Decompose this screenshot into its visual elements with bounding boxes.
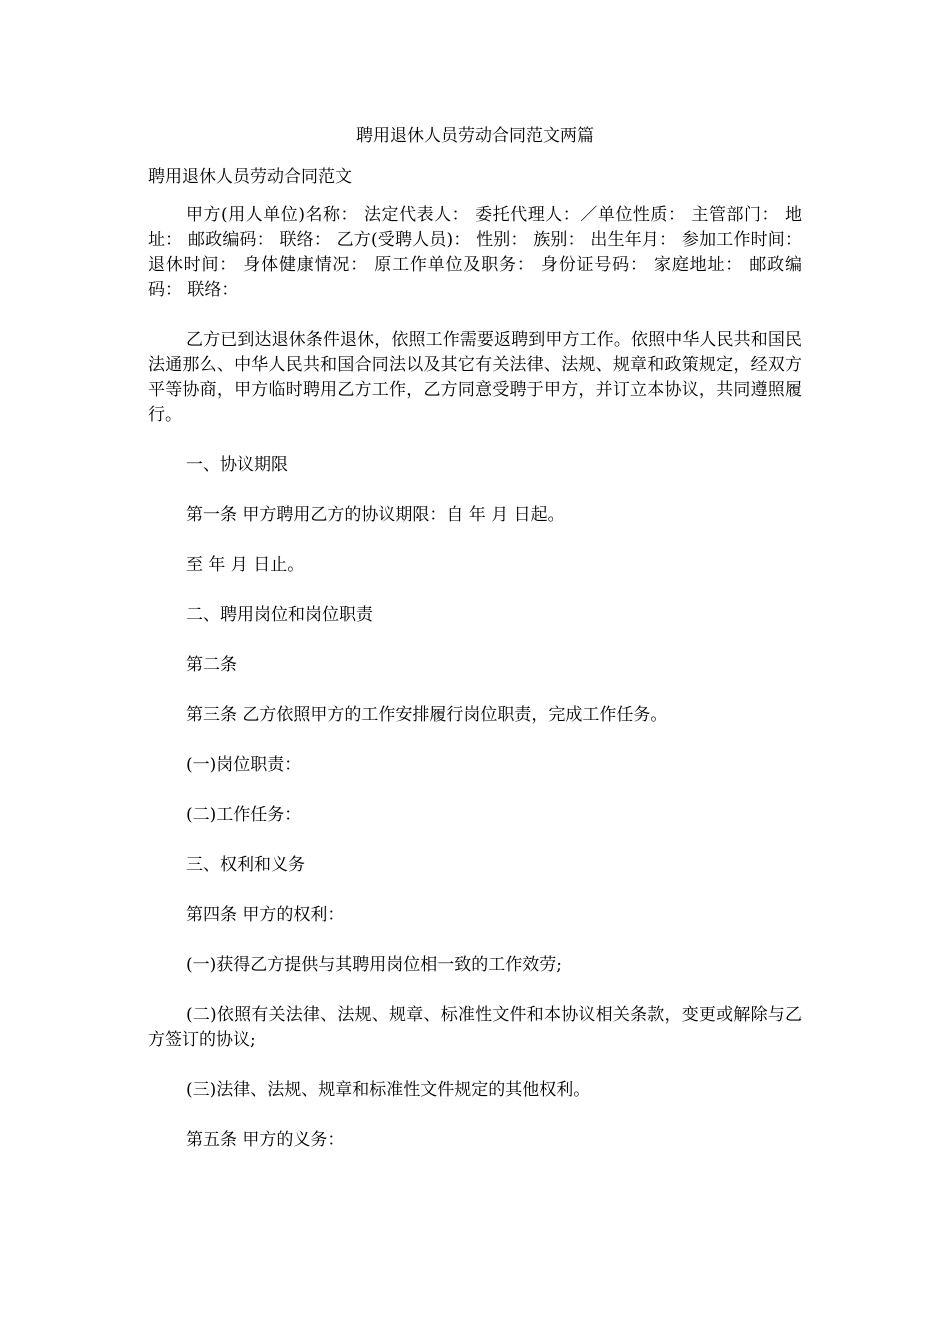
article-1-end: 至 年 月 日止。 [186, 555, 305, 575]
article-1: 第一条 甲方聘用乙方的协议期限：自 年 月 日起。 [186, 505, 565, 525]
document-subtitle: 聘用退休人员劳动合同范文 [148, 167, 352, 187]
article-5: 第五条 甲方的义务： [186, 1130, 345, 1150]
duty-item-2: (二)工作任务： [186, 805, 302, 825]
document-title: 聘用退休人员劳动合同范文两篇 [356, 126, 594, 146]
article-3: 第三条 乙方依照甲方的工作安排履行岗位职责，完成工作任务。 [186, 705, 668, 725]
article-2: 第二条 [186, 655, 237, 675]
article-4: 第四条 甲方的权利： [186, 905, 345, 925]
duty-item-1: (一)岗位职责： [186, 755, 302, 775]
section-post-heading: 二、聘用岗位和岗位职责 [186, 605, 373, 625]
intro-paragraph: 乙方已到达退休条件退休，依照工作需要返聘到甲方工作。依照中华人民共和国民法通那么、中华人民共和国合同法以及其它有关法律、法规、规章和政策规定，经双方平等协商，甲方临时聘用乙方工作，乙方同意受聘于甲方，并订立本协议，共同遵照履行。 [148, 330, 802, 425]
right-item-2: (二)依照有关法律、法规、规章、标准性文件和本协议相关条款，变更或解除与乙方签订的协议; [148, 1005, 802, 1050]
right-item-3: (三)法律、法规、规章和标准性文件规定的其他权利。 [186, 1080, 591, 1100]
right-item-1: (一)获得乙方提供与其聘用岗位相一致的工作效劳; [186, 955, 562, 975]
party-info-paragraph: 甲方(用人单位)名称： 法定代表人： 委托代理人：／单位性质： 主管部门： 地址： 邮政编码： 联络： 乙方(受聘人员)： 性别： 族别： 出生年月： 参加工作时间： 退休时间： 身体健康情况： 原工作单位及职务： 身份证号码： 家庭地址： 邮政编码： 联络： [148, 205, 802, 300]
document-page [148, 123, 802, 1178]
section-term-heading: 一、协议期限 [186, 455, 288, 475]
section-rights-heading: 三、权利和义务 [186, 855, 305, 875]
